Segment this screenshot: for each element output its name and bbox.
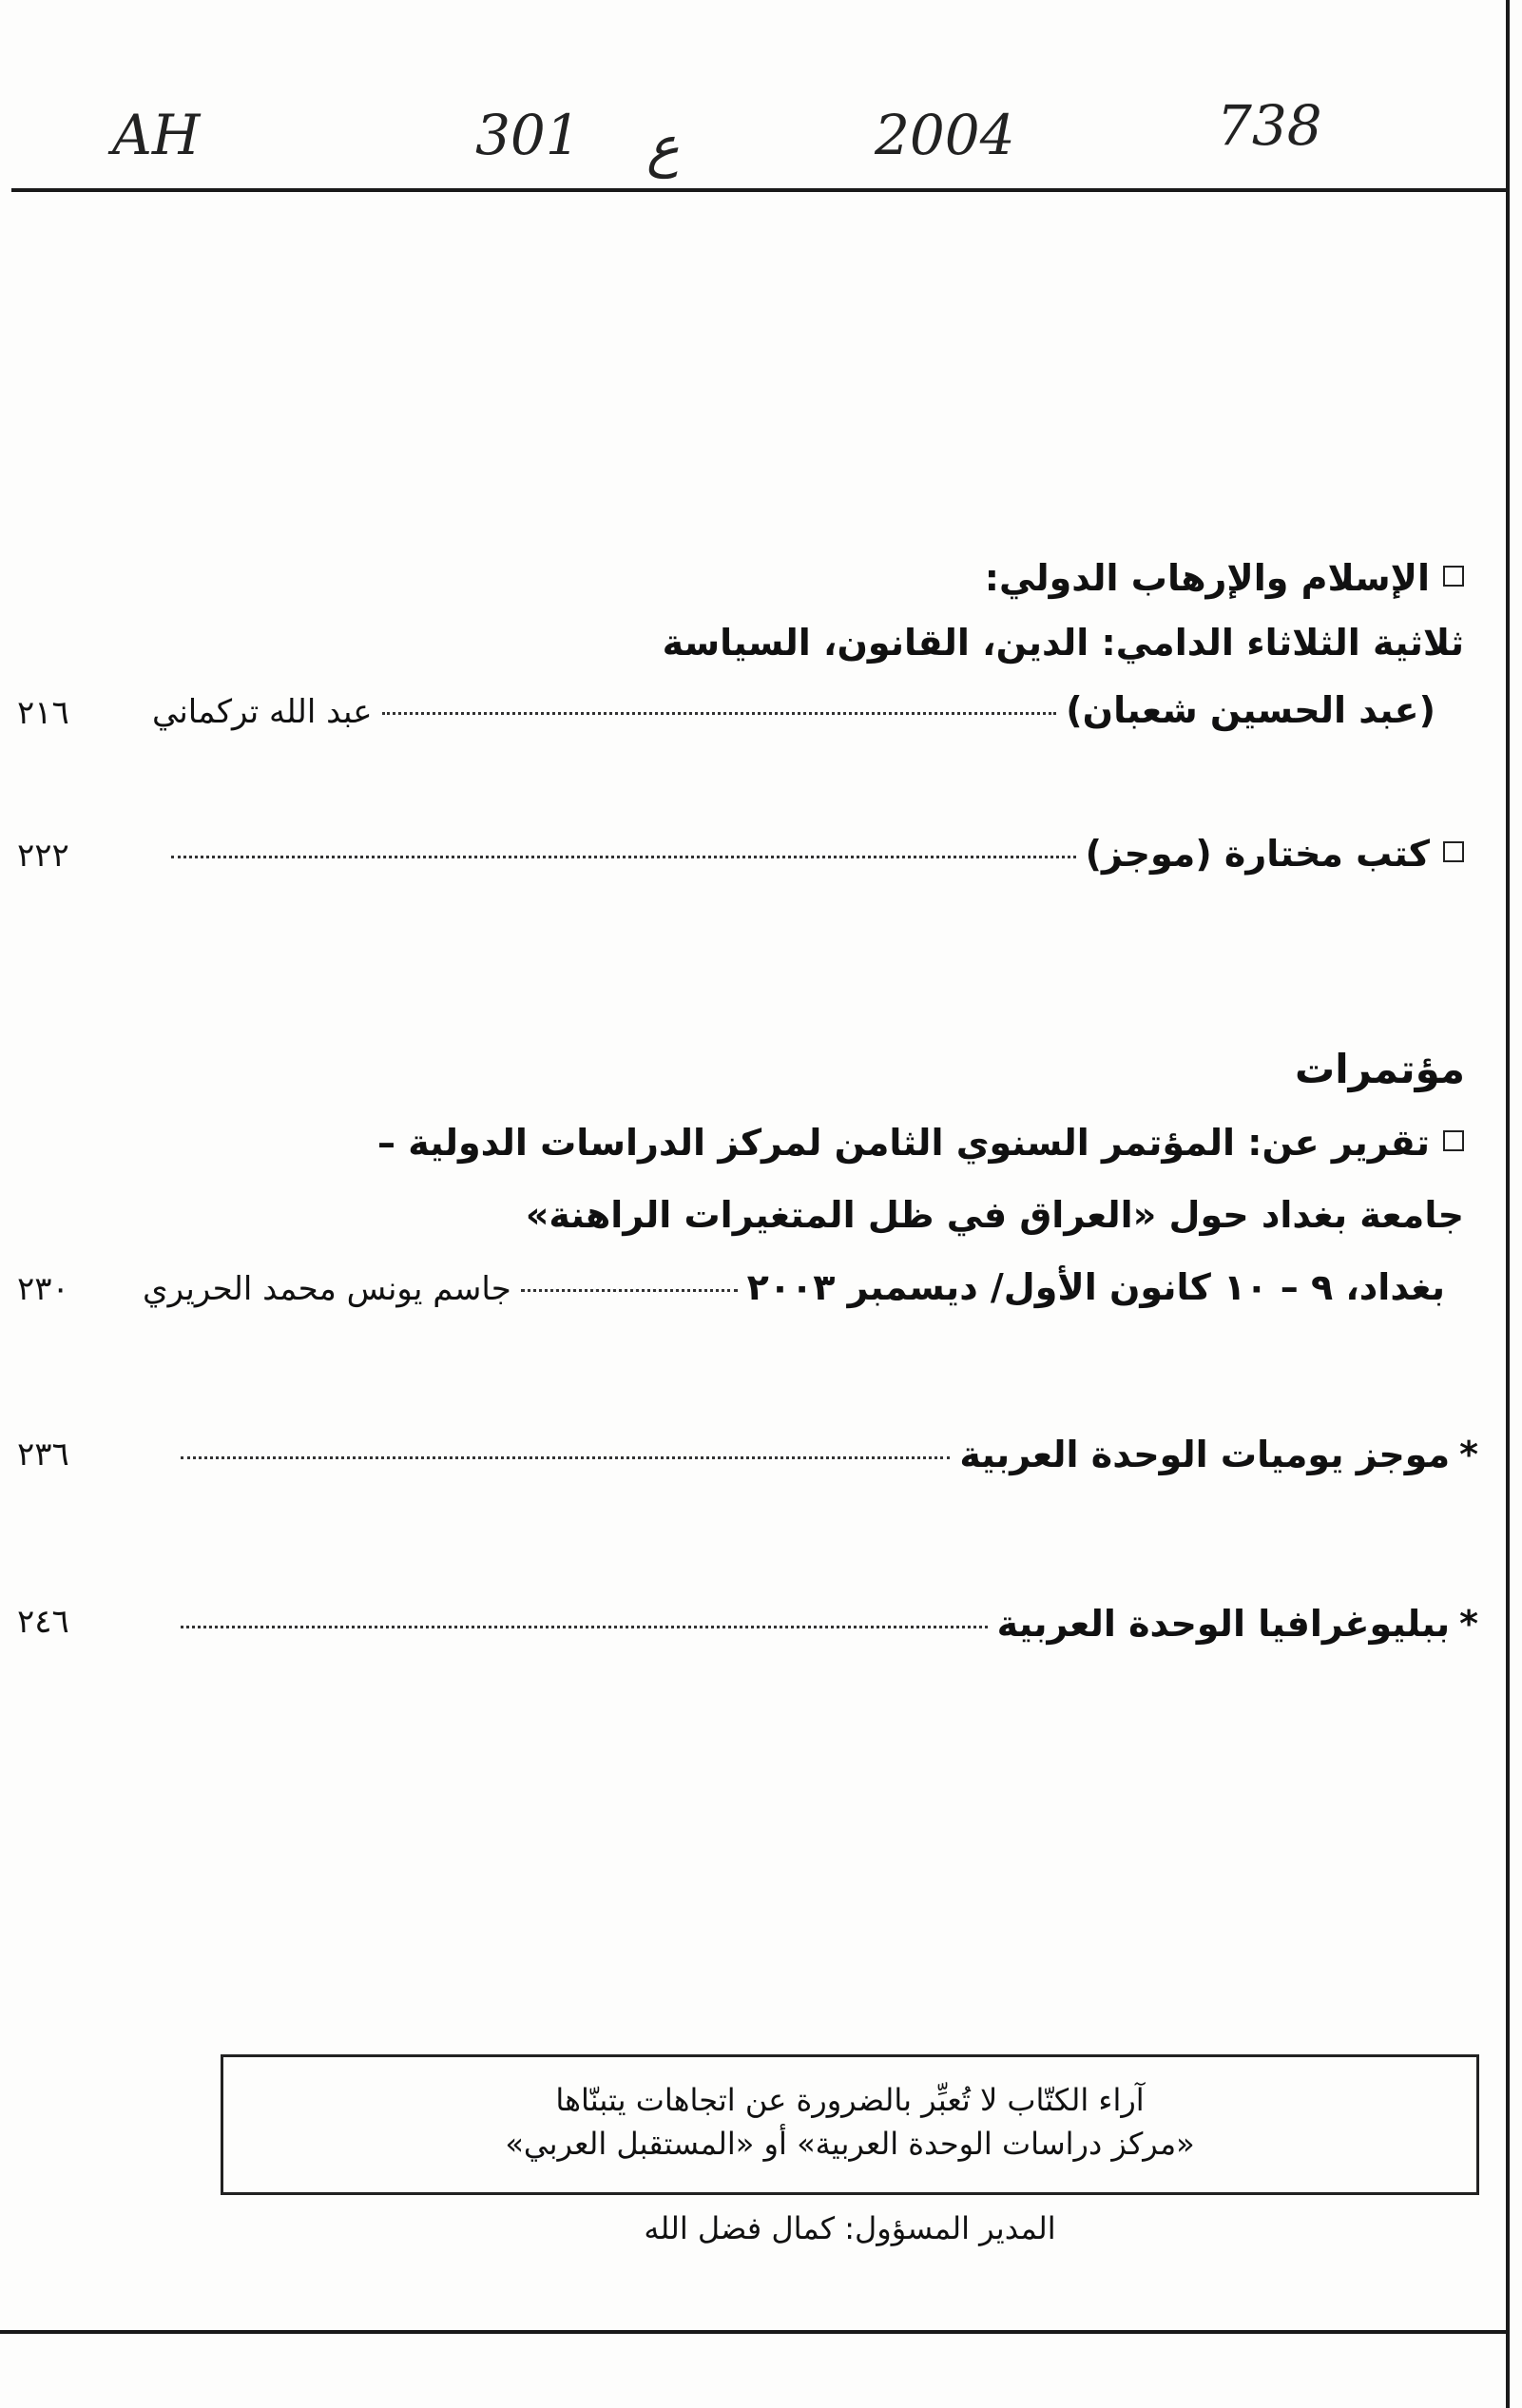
handwritten-code-1: AH (112, 103, 201, 167)
report-line-1 (152, 1122, 1464, 1183)
toc-entry-title: الإسلام والإرهاب الدولي: (984, 557, 1430, 599)
handwritten-code-3: ع (646, 114, 680, 179)
toc-entry-1-line-2 (152, 622, 1464, 683)
report-place-date: بغداد، ٩ – ١٠ كانون الأول/ ديسمبر ٢٠٠٣ (746, 1266, 1445, 1308)
asterisk-icon: * (1459, 1434, 1478, 1475)
leader-dots (181, 1626, 988, 1628)
checkbox-square-icon (1443, 1130, 1464, 1151)
toc-entry-title: كتب مختارة (موجز) (1085, 833, 1430, 875)
page-number: ٢٤٦ (17, 1603, 69, 1641)
toc-entry-2 (162, 833, 1464, 894)
page-number: ٢١٦ (17, 694, 69, 732)
leader-dots (382, 712, 1057, 715)
footer-rule (0, 2330, 1506, 2334)
report-line-3 (143, 1266, 1445, 1327)
checkbox-square-icon (1443, 566, 1464, 587)
page-number: ٢٣٦ (17, 1435, 69, 1474)
toc-entry-reviewed-author: (عبد الحسين شعبان) (1066, 689, 1435, 731)
starred-entry-title: ببليوغرافيا الوحدة العربية (996, 1603, 1451, 1645)
asterisk-icon: * (1459, 1603, 1478, 1645)
report-title: تقرير عن: المؤتمر السنوي الثامن لمركز الدراسات الدولية – (376, 1122, 1430, 1164)
leader-dots (171, 856, 1076, 858)
disclaimer-line-2: «مركز دراسات الوحدة العربية» أو «المستقبل العربي» (505, 2126, 1195, 2162)
toc-entry-subtitle: ثلاثية الثلاثاء الدامي: الدين، القانون، السياسة (662, 622, 1464, 664)
toc-entry-1-line-3 (152, 689, 1435, 750)
disclaimer-line-1: آراء الكتّاب لا تُعبِّر بالضرورة عن اتجاهات يتبنّاها (555, 2082, 1145, 2118)
leader-dots (521, 1289, 738, 1292)
checkbox-square-icon (1443, 841, 1464, 862)
section-heading: مؤتمرات (1295, 1046, 1465, 1092)
page-number: ٢٢٢ (17, 837, 69, 875)
managing-director: المدير المسؤول: كمال فضل الله (644, 2210, 1056, 2246)
report-line-2 (152, 1194, 1464, 1255)
toc-entry-author: عبد الله تركماني (152, 693, 373, 731)
starred-entry-2 (171, 1603, 1478, 1664)
handwritten-number: 738 (1217, 93, 1322, 158)
starred-entry-title: موجز يوميات الوحدة العربية (959, 1434, 1451, 1475)
page-right-border (1506, 0, 1510, 2408)
report-subtitle: جامعة بغداد حول «العراق في ظل المتغيرات الراهنة» (525, 1194, 1464, 1236)
report-author: جاسم يونس محمد الحريري (143, 1270, 511, 1308)
handwritten-year: 2004 (875, 103, 1015, 167)
disclaimer-box (221, 2054, 1479, 2195)
starred-entry-1 (171, 1434, 1478, 1494)
header-rule (11, 188, 1506, 192)
leader-dots (181, 1456, 950, 1459)
toc-entry-1-line-1 (152, 557, 1464, 618)
page-number: ٢٣٠ (17, 1270, 69, 1308)
handwritten-code-2: 301 (475, 103, 581, 167)
